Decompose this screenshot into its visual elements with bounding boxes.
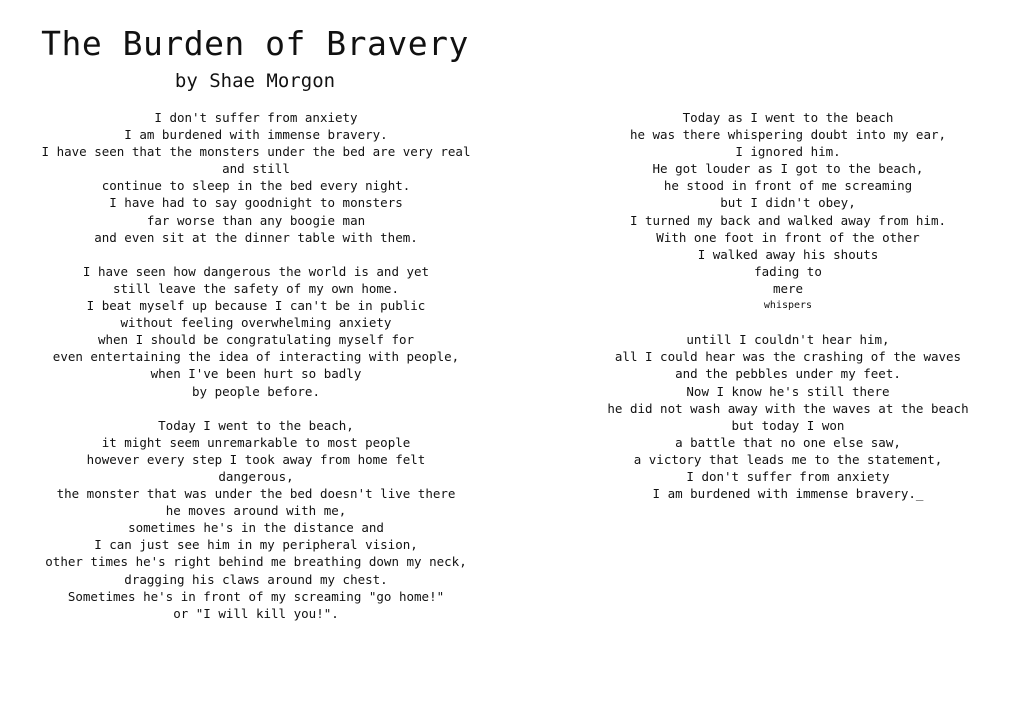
poem-line: Sometimes he's in front of my screaming "go home!": [67, 588, 445, 604]
poem-line: he did not wash away with the waves at the beach: [607, 400, 969, 416]
poem-line: mere: [772, 280, 804, 296]
poem-left-column: [28, 109, 484, 622]
poem-line: by people before.: [192, 383, 320, 399]
poem-line: I ignored him.: [735, 144, 841, 160]
poem-title: The Burden of Bravery: [41, 24, 469, 63]
poem-line: it might seem unremarkable to most people: [101, 434, 411, 450]
poem-line-small: whispers: [763, 300, 813, 312]
poem-line: fading to: [754, 263, 822, 279]
poem-line: Today I went to the beach,: [158, 417, 354, 433]
poem-line: all I could hear was the crashing of the waves: [614, 349, 962, 365]
poem-line: and the pebbles under my feet.: [675, 366, 901, 382]
stanza-break: [28, 400, 484, 417]
poem-line: With one foot in front of the other: [656, 229, 920, 245]
poem-line: He got louder as I got to the beach,: [652, 161, 924, 177]
poem-line: dragging his claws around my chest.: [124, 571, 388, 587]
poem-line: he moves around with me,: [165, 503, 347, 519]
poem-line: I don't suffer from anxiety: [686, 468, 890, 484]
poem-line: but I didn't obey,: [720, 195, 856, 211]
poem-line: still leave the safety of my own home.: [113, 280, 399, 296]
poem-line: a battle that no one else saw,: [675, 434, 901, 450]
poem-line: continue to sleep in the bed every night.: [101, 178, 411, 194]
poem-line: I have seen how dangerous the world is and yet: [82, 263, 430, 279]
poem-line: even entertaining the idea of interacting with people,: [52, 349, 460, 365]
poem-line: and still: [222, 161, 290, 177]
poem-line: I have had to say goodnight to monsters: [109, 195, 403, 211]
poem-line: I don't suffer from anxiety: [154, 110, 358, 125]
poem-line: but today I won: [731, 417, 845, 433]
poem-line: or "I will kill you!".: [173, 605, 339, 621]
poem-line: when I should be congratulating myself for: [97, 332, 415, 348]
poem-line: I have seen that the monsters under the bed are very real: [41, 144, 471, 160]
poem-line: dangerous,: [218, 468, 294, 484]
poem-line: he was there whispering doubt into my ear,: [629, 127, 947, 143]
poem-line: untill I couldn't hear him,: [686, 332, 890, 348]
poem-line: sometimes he's in the distance and: [128, 520, 384, 536]
poem-line: I am burdened with immense bravery.: [124, 127, 388, 143]
poem-line: I can just see him in my peripheral vision,: [94, 537, 418, 553]
poem-line: Now I know he's still there: [686, 383, 890, 399]
poem-line: other times he's right behind me breathing down my neck,: [45, 554, 467, 570]
poem-line: far worse than any boogie man: [146, 212, 366, 228]
poem-line: Today as I went to the beach: [682, 110, 894, 125]
poem-line: I walked away his shouts: [697, 246, 879, 262]
poem-line: and even sit at the dinner table with them.: [94, 229, 418, 245]
poem-line: when I've been hurt so badly: [150, 366, 362, 382]
poem-line: the monster that was under the bed doesn't live there: [56, 486, 456, 502]
poem-line: I beat myself up because I can't be in public: [86, 298, 426, 314]
poem-line: I turned my back and walked away from him.: [629, 212, 947, 228]
poem-line: he stood in front of me screaming: [663, 178, 913, 194]
stanza-break: [560, 314, 1016, 331]
poem-line: without feeling overwhelming anxiety: [120, 315, 392, 331]
stanza-break: [28, 246, 484, 263]
poem-line: however every step I took away from home felt: [86, 451, 426, 467]
poem-line: a victory that leads me to the statement,: [633, 451, 943, 467]
poem-author: by Shae Morgon: [174, 70, 336, 92]
poem-line: I am burdened with immense bravery._: [652, 486, 924, 502]
poem-right-column: [560, 109, 1016, 502]
